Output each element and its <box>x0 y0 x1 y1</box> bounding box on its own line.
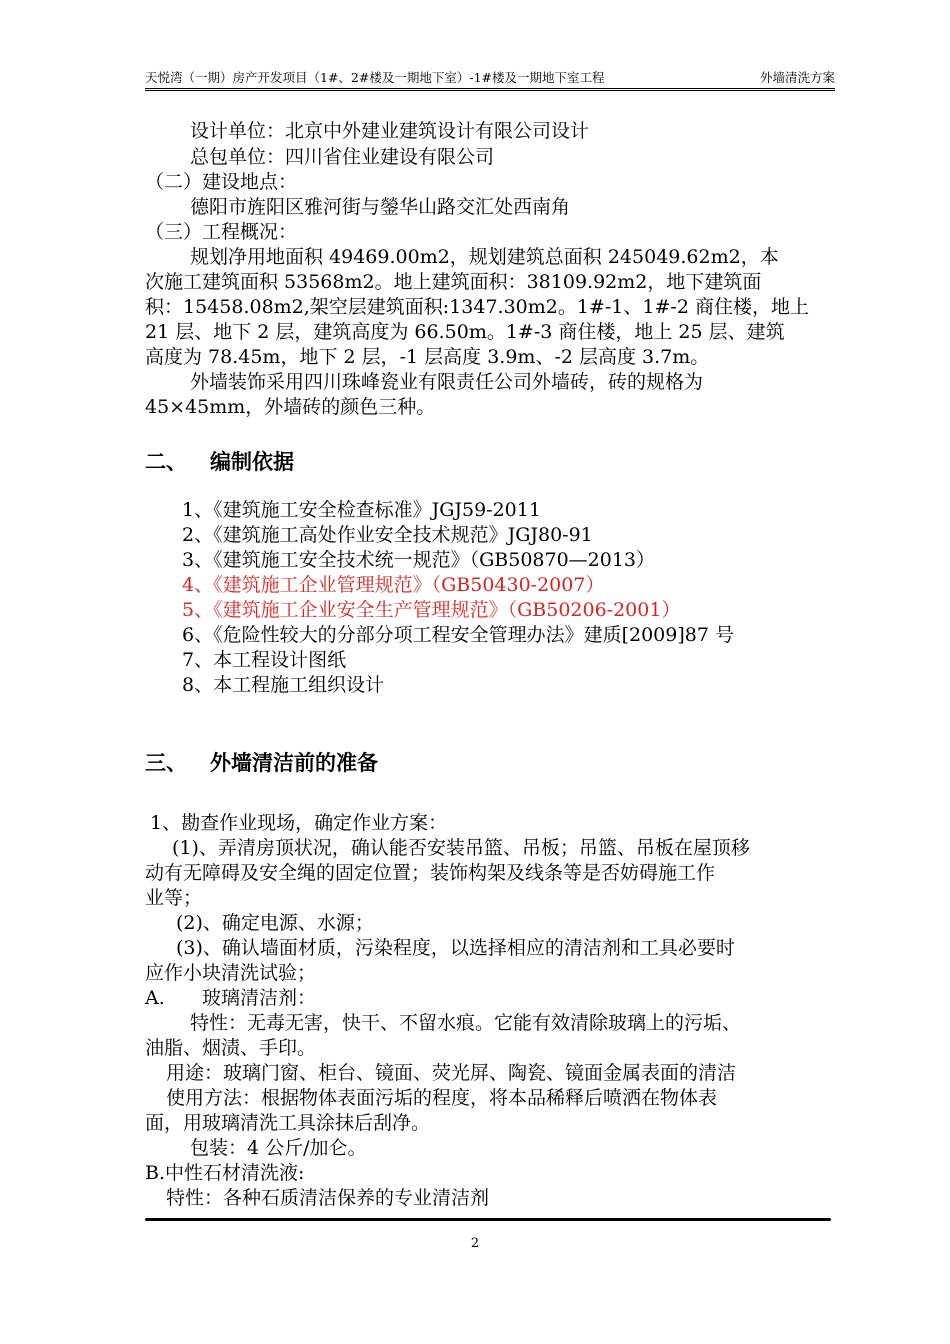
prep-line: (3)、确认墙面材质，污染程度，以选择相应的清洁剂和工具必要时 <box>176 937 735 959</box>
reference-item: 6、《危险性较大的分部分项工程安全管理办法》建质[2009]87 号 <box>182 624 734 646</box>
overview-line: 21 层、地下 2 层，建筑高度为 66.50m。1#-3 商住楼，地上 25 层、建筑 <box>145 321 785 343</box>
footer-divider <box>145 1218 831 1221</box>
overview-line: 次施工建筑面积 53568m2。地上建筑面积：38109.92m2，地下建筑面 <box>145 271 762 293</box>
header-divider <box>145 88 835 91</box>
facade-line: 45×45mm，外墙砖的颜色三种。 <box>145 396 436 418</box>
contractor-unit: 总包单位：四川省住业建设有限公司 <box>190 146 495 168</box>
overview-line: 高度为 78.45m，地下 2 层，-1 层高度 3.9m、-2 层高度 3.7m。 <box>145 346 710 368</box>
subheading-overview: （三）工程概况： <box>145 221 298 243</box>
reference-item-highlighted: 5、《建筑施工企业安全生产管理规范》（GB50206-2001） <box>182 599 681 621</box>
cleaner-b-title: B.中性石材清洗液: <box>145 1162 305 1184</box>
cleaner-a-line: 用途：玻璃门窗、柜台、镜面、荧光屏、陶瓷、镜面金属表面的清洁 <box>166 1062 737 1084</box>
reference-item: 3、《建筑施工安全技术统一规范》（GB50870—2013） <box>182 549 656 571</box>
cleaner-a-line: 特性：无毒无害，快干、不留水痕。它能有效清除玻璃上的污垢、 <box>190 1012 742 1034</box>
cleaner-a-label: A. <box>145 987 165 1009</box>
header-doc-title: 外墙清洗方案 <box>759 70 835 85</box>
cleaner-a-line: 使用方法：根据物体表面污垢的程度，将本品稀释后喷洒在物体表 <box>166 1087 718 1109</box>
prep-line: 业等； <box>145 887 203 909</box>
reference-item: 7、本工程设计图纸 <box>182 649 347 671</box>
design-unit: 设计单位：北京中外建业建筑设计有限公司设计 <box>190 120 590 142</box>
facade-line: 外墙装饰采用四川珠峰瓷业有限责任公司外墙砖，砖的规格为 <box>190 371 704 393</box>
cleaner-a-line: 包装：4 公斤/加仑。 <box>190 1137 367 1159</box>
location-text: 德阳市旌阳区雅河街与鎣华山路交汇处西南角 <box>190 196 571 218</box>
prep-step: 1、勘查作业现场，确定作业方案： <box>150 812 448 834</box>
reference-item-highlighted: 4、《建筑施工企业管理规范》（GB50430-2007） <box>182 574 605 596</box>
cleaner-b-line: 特性：各种石质清洁保养的专业清洁剂 <box>166 1187 490 1209</box>
overview-line: 规划净用地面积 49469.00m2，规划建筑总面积 245049.62m2，本 <box>190 246 779 268</box>
prep-line: (2)、确定电源、水源； <box>176 912 374 934</box>
reference-item: 1、《建筑施工安全检查标准》JGJ59-2011 <box>182 499 541 521</box>
prep-line: 动有无障碍及安全绳的固定位置；装饰构架及线条等是否妨碍施工作 <box>145 862 716 884</box>
reference-item: 2、《建筑施工高处作业安全技术规范》JGJ80-91 <box>182 524 593 546</box>
cleaner-a-line: 油脂、烟渍、手印。 <box>145 1037 317 1059</box>
header-project-title: 天悦湾（一期）房产开发项目（1#、2#楼及一期地下室）-1#楼及一期地下室工程 <box>145 70 605 85</box>
page-header <box>145 66 835 86</box>
reference-item: 8、本工程施工组织设计 <box>182 674 385 696</box>
overview-line: 积：15458.08m2,架空层建筑面积:1347.30m2。1#-1、1#-2 商住楼，地上 <box>145 296 809 318</box>
section-3-number: 三、 <box>145 751 187 775</box>
cleaner-a-title: 玻璃清洁剂： <box>202 987 317 1009</box>
section-3-title: 外墙清洁前的准备 <box>210 751 378 775</box>
section-2-title: 编制依据 <box>210 450 294 474</box>
subheading-location: （二）建设地点： <box>145 171 298 193</box>
section-2-number: 二、 <box>145 450 187 474</box>
page-number: 2 <box>470 1236 480 1251</box>
prep-line: 应作小块清洗试验； <box>145 962 317 984</box>
prep-line: (1)、弄清房顶状况，确认能否安装吊篮、吊板；吊篮、吊板在屋顶移 <box>172 837 750 859</box>
cleaner-a-line: 面，用玻璃清洗工具涂抹后刮净。 <box>145 1112 431 1134</box>
